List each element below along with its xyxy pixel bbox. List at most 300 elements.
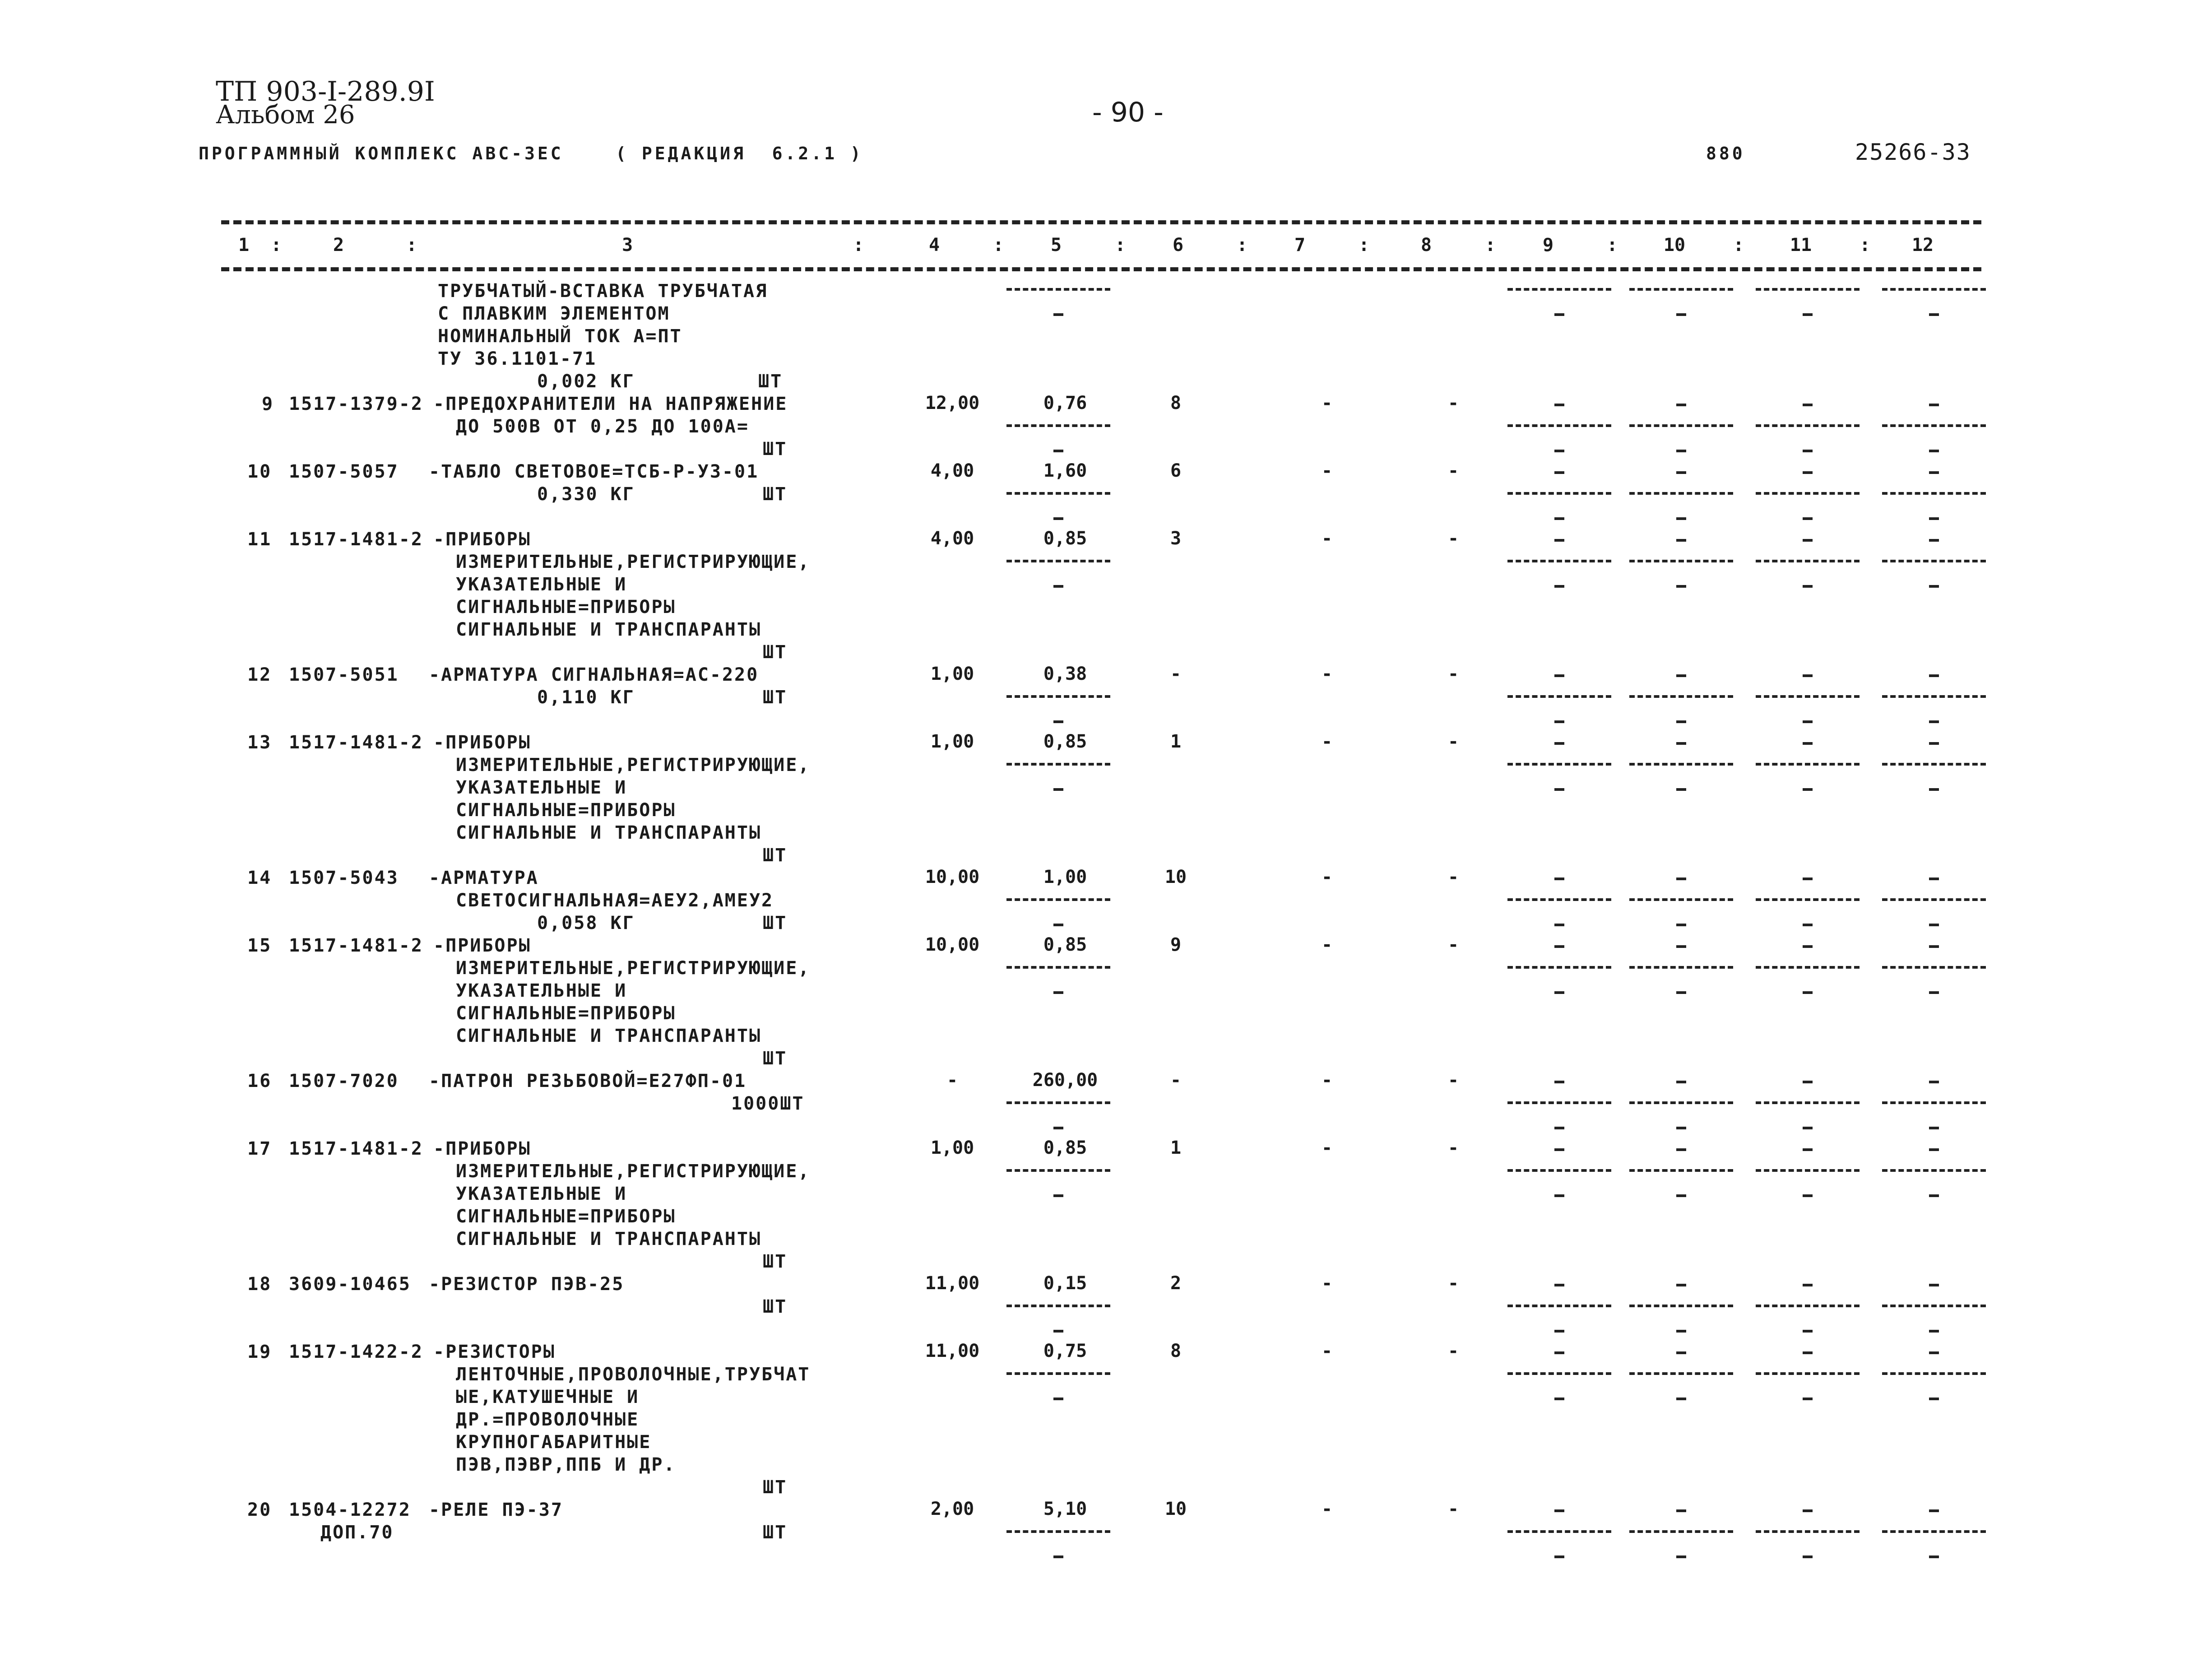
- column-separator: :: [271, 235, 282, 255]
- dash-mark: [1803, 742, 1813, 745]
- dash-mark: [1053, 924, 1063, 926]
- dash-mark: [1676, 1284, 1686, 1286]
- dash-mark: [1803, 517, 1813, 520]
- album-label: Альбом 26: [216, 100, 355, 130]
- dash-mark: [1803, 1555, 1813, 1558]
- quantity-value: 1,00: [930, 664, 974, 684]
- column-separator: :: [1359, 235, 1370, 255]
- dash-mark: [1676, 742, 1686, 745]
- sheet-code: 880: [1706, 144, 1745, 163]
- dash-mark: [1803, 1398, 1813, 1400]
- dash-mark: [1554, 1194, 1564, 1197]
- dash-mark: [1803, 878, 1813, 880]
- col-dashes: [1756, 966, 1860, 969]
- item-description-line: СИГНАЛЬНЫЕ И ТРАНСПАРАНТЫ: [456, 1229, 762, 1249]
- program-title: ПРОГРАММНЫЙ КОМПЛЕКС АВС-3ЕС ( РЕДАКЦИЯ 6.2.1 ): [199, 144, 863, 163]
- dash-mark: [1803, 450, 1813, 452]
- item-unit: ШТ: [763, 642, 788, 663]
- item-description-line: ДР.=ПРОВОЛОЧНЫЕ: [456, 1409, 640, 1430]
- dash-mark: [1803, 674, 1813, 677]
- dash-mark: [1053, 1194, 1063, 1197]
- column-6-value: 3: [1170, 528, 1182, 549]
- col-dashes: [1882, 966, 1986, 969]
- price-value: 0,85: [1043, 528, 1087, 549]
- table-top-rule: [221, 220, 1981, 224]
- item-number: 20: [247, 1500, 272, 1520]
- item-unit: ШТ: [763, 439, 788, 460]
- col-dashes: [1882, 695, 1986, 698]
- dash-mark: [1676, 539, 1686, 542]
- dash-mark: [1803, 1194, 1813, 1197]
- column-7-value: -: [1321, 867, 1333, 887]
- dash-mark: [1053, 1127, 1063, 1129]
- continuation-weight: 0,002 КГ: [537, 371, 635, 392]
- dash-mark: [1053, 788, 1063, 791]
- dash-mark: [1554, 1351, 1564, 1354]
- dash-mark: [1676, 1194, 1686, 1197]
- dash-mark: [1676, 1555, 1686, 1558]
- dash-mark: [1554, 924, 1564, 926]
- price-value: 1,60: [1043, 460, 1087, 481]
- col-dashes: [1882, 492, 1986, 495]
- column-6-value: 2: [1170, 1273, 1182, 1294]
- column-8-value: -: [1447, 1499, 1459, 1519]
- item-description-line: ИЗМЕРИТЕЛЬНЫЕ,РЕГИСТРИРУЮЩИЕ,: [456, 755, 811, 775]
- col-dashes: [1629, 763, 1733, 766]
- col-dashes: [1882, 1169, 1986, 1172]
- col-dashes: [1756, 1169, 1860, 1172]
- price-value: 0,75: [1043, 1341, 1087, 1361]
- item-description-line: СИГНАЛЬНЫЕ=ПРИБОРЫ: [456, 800, 676, 821]
- col5-underline: [1006, 898, 1110, 901]
- column-header-6: 6: [1172, 235, 1184, 255]
- dash-mark: [1554, 1398, 1564, 1400]
- price-value: 0,85: [1043, 934, 1087, 955]
- item-description-line: УКАЗАТЕЛЬНЫЕ И: [456, 574, 627, 595]
- col-dashes: [1756, 1305, 1860, 1307]
- dash-mark: [1554, 742, 1564, 745]
- col5-underline: [1006, 424, 1110, 427]
- dash-mark: [1676, 1509, 1686, 1512]
- column-separator: :: [406, 235, 417, 255]
- dash-mark: [1053, 1330, 1063, 1333]
- item-description-line: СИГНАЛЬНЫЕ И ТРАНСПАРАНТЫ: [456, 619, 762, 640]
- column-separator: :: [993, 235, 1004, 255]
- quantity-value: 2,00: [930, 1499, 974, 1519]
- column-header-9: 9: [1542, 235, 1554, 255]
- item-description-line: -ПРИБОРЫ: [433, 1138, 531, 1159]
- column-separator: :: [1115, 235, 1126, 255]
- column-header-4: 4: [928, 235, 940, 255]
- col-dashes: [1507, 492, 1611, 495]
- col-dashes: [1629, 492, 1733, 495]
- column-header-12: 12: [1911, 235, 1934, 255]
- item-code: 1517-1379-2: [289, 394, 423, 414]
- dash-mark: [1676, 585, 1686, 588]
- col-dashes: [1507, 898, 1611, 901]
- item-code: 1507-5043: [289, 868, 399, 888]
- column-header-2: 2: [333, 235, 344, 255]
- dash-mark: [1676, 924, 1686, 926]
- dash-mark: [1676, 878, 1686, 880]
- col-dashes: [1507, 1372, 1611, 1375]
- item-unit: ШТ: [763, 1048, 788, 1069]
- item-description-line: УКАЗАТЕЛЬНЫЕ И: [456, 1184, 627, 1204]
- dash-mark: [1929, 674, 1939, 677]
- dash-mark: [1554, 539, 1564, 542]
- item-code: 1507-5057: [289, 461, 399, 482]
- dash-mark: [1929, 878, 1939, 880]
- column-header-1: 1: [238, 235, 250, 255]
- col-dashes: [1507, 288, 1611, 291]
- col-dashes: [1507, 560, 1611, 562]
- column-7-value: -: [1321, 1070, 1333, 1091]
- item-unit: ШТ: [763, 1296, 788, 1317]
- quantity-value: -: [946, 1070, 958, 1091]
- continuation-line: НОМИНАЛЬНЫЙ ТОК А=ПТ: [438, 326, 682, 347]
- column-8-value: -: [1447, 731, 1459, 752]
- dash-mark: [1803, 720, 1813, 723]
- dash-mark: [1803, 404, 1813, 406]
- dash-mark: [1929, 404, 1939, 406]
- col-dashes: [1629, 966, 1733, 969]
- item-number: 11: [247, 529, 272, 550]
- dash-mark: [1803, 1284, 1813, 1286]
- price-value: 1,00: [1043, 867, 1087, 887]
- dash-mark: [1929, 924, 1939, 926]
- item-description-line: СИГНАЛЬНЫЕ И ТРАНСПАРАНТЫ: [456, 1026, 762, 1046]
- item-description-line: -РЕЗИСТОР ПЭВ-25: [429, 1274, 625, 1295]
- quantity-value: 4,00: [930, 528, 974, 549]
- dash-mark: [1929, 313, 1939, 316]
- quantity-value: 10,00: [925, 867, 980, 887]
- dash-mark: [1929, 539, 1939, 542]
- column-6-value: 10: [1164, 1499, 1187, 1519]
- item-unit: ШТ: [763, 1477, 788, 1498]
- item-description-line: ПЭВ,ПЭВР,ППБ И ДР.: [456, 1454, 676, 1475]
- col-dashes: [1629, 1169, 1733, 1172]
- quantity-value: 1,00: [930, 731, 974, 752]
- item-description-line: -ТАБЛО СВЕТОВОЕ=ТСБ-Р-У3-01: [429, 461, 759, 482]
- item-number: 19: [247, 1342, 272, 1362]
- col-dashes: [1507, 695, 1611, 698]
- col5-underline: [1006, 966, 1110, 969]
- item-description-line: ДО 500В ОТ 0,25 ДО 100А=: [456, 416, 749, 437]
- dash-mark: [1053, 1555, 1063, 1558]
- column-6-value: 10: [1164, 867, 1187, 887]
- dash-mark: [1929, 1330, 1939, 1333]
- dash-mark: [1803, 471, 1813, 474]
- column-7-value: -: [1321, 460, 1333, 481]
- column-8-value: -: [1447, 1070, 1459, 1091]
- continuation-unit: ШТ: [758, 371, 783, 392]
- col-dashes: [1882, 424, 1986, 427]
- price-value: 0,85: [1043, 731, 1087, 752]
- col-dashes: [1629, 560, 1733, 562]
- dash-mark: [1803, 945, 1813, 948]
- item-description-line: ИЗМЕРИТЕЛЬНЫЕ,РЕГИСТРИРУЮЩИЕ,: [456, 958, 811, 979]
- column-header-10: 10: [1663, 235, 1686, 255]
- col-dashes: [1507, 1305, 1611, 1307]
- col-dashes: [1507, 966, 1611, 969]
- document-code: ТП 903-I-289.9I: [216, 76, 435, 107]
- dash-mark: [1554, 991, 1564, 994]
- item-description-line: СИГНАЛЬНЫЕ=ПРИБОРЫ: [456, 1003, 676, 1024]
- item-unit: ШТ: [763, 913, 788, 933]
- col-dashes: [1629, 288, 1733, 291]
- dash-mark: [1929, 1509, 1939, 1512]
- col-dashes: [1882, 763, 1986, 766]
- col-dashes: [1756, 288, 1860, 291]
- col-dashes: [1756, 763, 1860, 766]
- item-description-line: ИЗМЕРИТЕЛЬНЫЕ,РЕГИСТРИРУЮЩИЕ,: [456, 1161, 811, 1182]
- col-dashes: [1629, 1101, 1733, 1104]
- item-code: 3609-10465: [289, 1274, 411, 1295]
- item-description-line: СВЕТОСИГНАЛЬНАЯ=АЕУ2,АМЕУ2: [456, 890, 774, 911]
- column-separator: :: [1485, 235, 1496, 255]
- column-6-value: -: [1170, 664, 1182, 684]
- col-dashes: [1629, 898, 1733, 901]
- dash-mark: [1053, 450, 1063, 452]
- dash-mark: [1929, 742, 1939, 745]
- price-value: 5,10: [1043, 1499, 1087, 1519]
- item-description-line: -ПРИБОРЫ: [433, 529, 531, 550]
- column-header-7: 7: [1294, 235, 1306, 255]
- dash-mark: [1929, 991, 1939, 994]
- dash-mark: [1554, 788, 1564, 791]
- item-description-line: ИЗМЕРИТЕЛЬНЫЕ,РЕГИСТРИРУЮЩИЕ,: [456, 552, 811, 572]
- column-8-value: -: [1447, 393, 1459, 413]
- dash-mark: [1554, 450, 1564, 452]
- col-dashes: [1756, 898, 1860, 901]
- dash-mark: [1676, 1127, 1686, 1129]
- item-unit: ШТ: [763, 1251, 788, 1272]
- col-dashes: [1882, 1101, 1986, 1104]
- dash-mark: [1554, 720, 1564, 723]
- item-unit: ШТ: [763, 484, 788, 505]
- dash-mark: [1554, 313, 1564, 316]
- column-6-value: 6: [1170, 460, 1182, 481]
- column-header-8: 8: [1420, 235, 1432, 255]
- dash-mark: [1554, 945, 1564, 948]
- price-value: 0,38: [1043, 664, 1087, 684]
- dash-mark: [1803, 788, 1813, 791]
- col-dashes: [1507, 763, 1611, 766]
- item-weight: 0,330 КГ: [537, 484, 635, 505]
- column-7-value: -: [1321, 664, 1333, 684]
- column-separator: :: [1860, 235, 1871, 255]
- dash-mark: [1803, 924, 1813, 926]
- item-description-line: -ПАТРОН РЕЗЬБОВОЙ=Е27ФП-01: [429, 1071, 747, 1091]
- page-number: - 90 -: [1092, 97, 1164, 128]
- col5-underline: [1006, 695, 1110, 698]
- continuation-line: ТУ 36.1101-71: [438, 348, 597, 369]
- item-number: 10: [247, 461, 272, 482]
- col-dashes: [1507, 1169, 1611, 1172]
- col-dashes: [1882, 560, 1986, 562]
- continuation-line: С ПЛАВКИМ ЭЛЕМЕНТОМ: [438, 303, 670, 324]
- dash-mark: [1676, 471, 1686, 474]
- column-header-11: 11: [1790, 235, 1812, 255]
- column-header-3: 3: [621, 235, 633, 255]
- dash-mark: [1929, 450, 1939, 452]
- column-7-value: -: [1321, 1138, 1333, 1158]
- col5-underline: [1006, 560, 1110, 562]
- item-unit: ШТ: [763, 687, 788, 708]
- col5-underline: [1006, 1305, 1110, 1307]
- quantity-value: 4,00: [930, 460, 974, 481]
- dash-mark: [1554, 1081, 1564, 1083]
- dash-mark: [1053, 991, 1063, 994]
- item-description-line: УКАЗАТЕЛЬНЫЕ И: [456, 980, 627, 1001]
- column-6-value: 8: [1170, 393, 1182, 413]
- item-description-line: СИГНАЛЬНЫЕ=ПРИБОРЫ: [456, 1206, 676, 1227]
- item-description-line: СИГНАЛЬНЫЕ И ТРАНСПАРАНТЫ: [456, 822, 762, 843]
- col5-underline: [1006, 763, 1110, 766]
- dash-mark: [1554, 1127, 1564, 1129]
- column-7-value: -: [1321, 934, 1333, 955]
- col-dashes: [1629, 1530, 1733, 1533]
- col-dashes: [1629, 695, 1733, 698]
- dash-mark: [1929, 1351, 1939, 1354]
- item-number: 13: [247, 732, 272, 753]
- col-dashes: [1756, 1101, 1860, 1104]
- item-code: 1517-1481-2: [289, 935, 423, 956]
- col-dashes: [1629, 1372, 1733, 1375]
- col-dashes: [1882, 1372, 1986, 1375]
- col5-underline: [1006, 1101, 1110, 1104]
- column-header-5: 5: [1050, 235, 1062, 255]
- item-description-line: КРУПНОГАБАРИТНЫЕ: [456, 1432, 652, 1453]
- col-dashes: [1882, 898, 1986, 901]
- dash-mark: [1803, 585, 1813, 588]
- item-description-line: -АРМАТУРА: [429, 868, 539, 888]
- dash-mark: [1554, 471, 1564, 474]
- item-description-line: -ПРЕДОХРАНИТЕЛИ НА НАПРЯЖЕНИЕ: [433, 394, 788, 414]
- dash-mark: [1929, 1398, 1939, 1400]
- item-note: ДОП.70: [320, 1522, 394, 1543]
- dash-mark: [1929, 471, 1939, 474]
- dash-mark: [1803, 1127, 1813, 1129]
- dash-mark: [1929, 517, 1939, 520]
- col-dashes: [1756, 695, 1860, 698]
- col-dashes: [1507, 424, 1611, 427]
- dash-mark: [1053, 313, 1063, 316]
- price-value: 0,15: [1043, 1273, 1087, 1294]
- column-6-value: -: [1170, 1070, 1182, 1091]
- item-code: 1504-12272: [289, 1500, 411, 1520]
- column-6-value: 1: [1170, 1138, 1182, 1158]
- dash-mark: [1676, 404, 1686, 406]
- item-code: 1517-1422-2: [289, 1342, 423, 1362]
- item-description-line: -РЕЛЕ ПЭ-37: [429, 1500, 563, 1520]
- col-dashes: [1629, 424, 1733, 427]
- item-code: 1517-1481-2: [289, 1138, 423, 1159]
- quantity-value: 10,00: [925, 934, 980, 955]
- column-separator: :: [1607, 235, 1618, 255]
- column-7-value: -: [1321, 1341, 1333, 1361]
- dash-mark: [1803, 1509, 1813, 1512]
- quantity-value: 12,00: [925, 393, 980, 413]
- dash-mark: [1676, 1398, 1686, 1400]
- item-description-line: -ПРИБОРЫ: [433, 732, 531, 753]
- col-dashes: [1756, 424, 1860, 427]
- dash-mark: [1803, 1351, 1813, 1354]
- col-dashes: [1756, 1530, 1860, 1533]
- item-unit: ШТ: [763, 845, 788, 866]
- price-value: 0,85: [1043, 1138, 1087, 1158]
- column-separator: :: [1237, 235, 1248, 255]
- dash-mark: [1676, 1081, 1686, 1083]
- column-7-value: -: [1321, 528, 1333, 549]
- quantity-value: 11,00: [925, 1341, 980, 1361]
- column-7-value: -: [1321, 1499, 1333, 1519]
- column-8-value: -: [1447, 1138, 1459, 1158]
- item-code: 1517-1481-2: [289, 529, 423, 550]
- item-number: 17: [247, 1138, 272, 1159]
- item-unit: 1000ШТ: [731, 1093, 805, 1114]
- item-code: 1507-7020: [289, 1071, 399, 1091]
- dash-mark: [1803, 1081, 1813, 1083]
- item-number: 9: [262, 394, 274, 414]
- dash-mark: [1676, 788, 1686, 791]
- dash-mark: [1929, 720, 1939, 723]
- item-weight: 0,058 КГ: [537, 913, 635, 933]
- dash-mark: [1676, 1351, 1686, 1354]
- item-description-line: -ПРИБОРЫ: [433, 935, 531, 956]
- column-8-value: -: [1447, 934, 1459, 955]
- dash-mark: [1929, 1284, 1939, 1286]
- col-dashes: [1882, 288, 1986, 291]
- item-number: 12: [247, 664, 272, 685]
- column-7-value: -: [1321, 1273, 1333, 1294]
- document-number: 25266-33: [1855, 139, 1971, 165]
- item-unit: ШТ: [763, 1522, 788, 1543]
- col5-underline: [1006, 1372, 1110, 1375]
- quantity-value: 1,00: [930, 1138, 974, 1158]
- dash-mark: [1554, 517, 1564, 520]
- item-number: 14: [247, 868, 272, 888]
- column-7-value: -: [1321, 731, 1333, 752]
- dash-mark: [1929, 788, 1939, 791]
- col-dashes: [1756, 560, 1860, 562]
- col5-underline: [1006, 1530, 1110, 1533]
- table-header-rule: [221, 267, 1981, 271]
- dash-mark: [1803, 1330, 1813, 1333]
- column-8-value: -: [1447, 664, 1459, 684]
- item-weight: 0,110 КГ: [537, 687, 635, 708]
- item-code: 1517-1481-2: [289, 732, 423, 753]
- column-8-value: -: [1447, 867, 1459, 887]
- dash-mark: [1929, 585, 1939, 588]
- item-number: 16: [247, 1071, 272, 1091]
- column-6-value: 1: [1170, 731, 1182, 752]
- col-dashes: [1756, 492, 1860, 495]
- dash-mark: [1676, 1148, 1686, 1151]
- dash-mark: [1554, 674, 1564, 677]
- col-dashes: [1882, 1530, 1986, 1533]
- dash-mark: [1676, 991, 1686, 994]
- quantity-value: 11,00: [925, 1273, 980, 1294]
- price-value: 0,76: [1043, 393, 1087, 413]
- column-8-value: -: [1447, 460, 1459, 481]
- dash-mark: [1053, 1398, 1063, 1400]
- col5-underline: [1006, 492, 1110, 495]
- col-dashes: [1629, 1305, 1733, 1307]
- dash-mark: [1676, 313, 1686, 316]
- col-dashes: [1882, 1305, 1986, 1307]
- dash-mark: [1929, 945, 1939, 948]
